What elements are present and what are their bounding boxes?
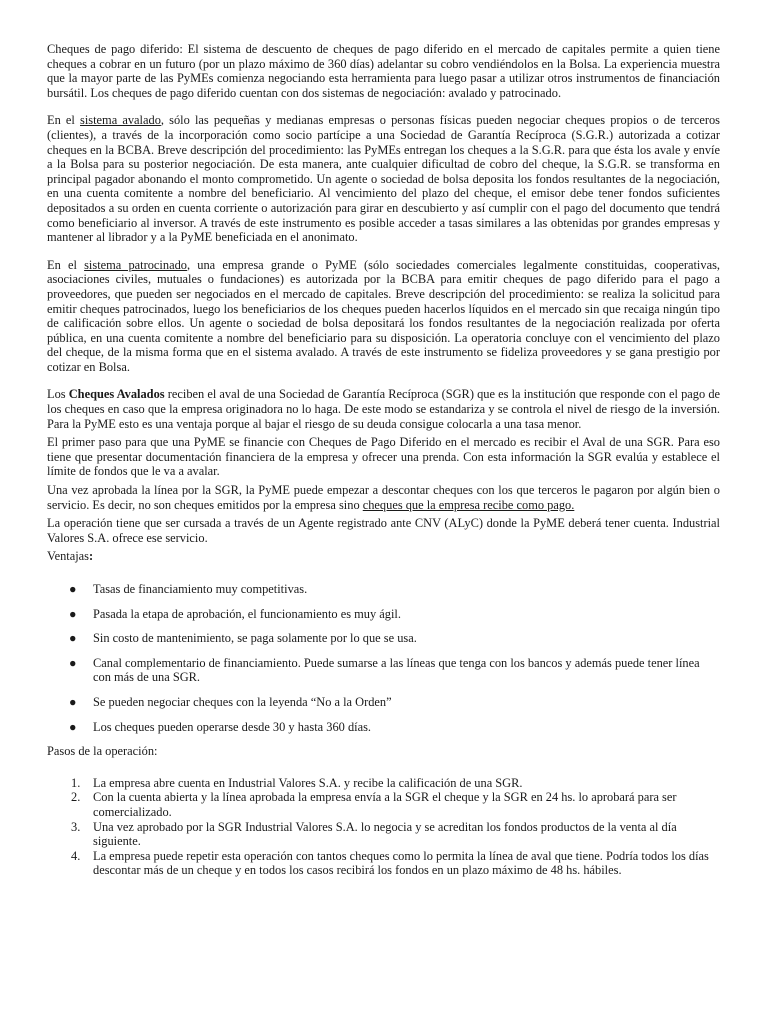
paragraph-cheques-pre: Los (47, 387, 69, 402)
step-number: 4. (71, 848, 81, 863)
list-item (47, 695, 720, 710)
ventaja-text: Los cheques pueden operarse desde 30 y hasta 360 días. (93, 719, 372, 734)
list-item (47, 849, 720, 878)
pasos-heading: Pasos de la operación: (47, 744, 158, 759)
list-item (47, 607, 720, 622)
paragraph-operacion-agente: La operación tiene que ser cursada a través de un Agente registrado ante CNV (ALyC) donde la PyME deberá tener cuenta. Industrial Valores S.A. ofrece ese servicio. (47, 516, 720, 545)
step-text: Con la cuenta abierta y la línea aprobada la empresa envía a la SGR el cheque y la SGR en 24 hs. lo aprobará para ser comercializado. (93, 790, 677, 819)
ventajas-title: Ventajas (47, 549, 89, 564)
paragraph-linea-aprobada (47, 483, 720, 512)
bullet-icon: ● (69, 655, 77, 670)
list-item (47, 656, 720, 685)
paragraph-patrocinado-body: , una empresa grande o PyME (sólo sociedades comerciales legalmente constituidas, cooperativas, asociaciones civiles, mutuales o fundaciones) es autorizada por la BCBA para emitir cheques de pago diferido para el pago a proveedores, que pueden ser negociados en el mercado de capitales. Breve descripción del procedimiento: se realiza la solicitud para emitir cheques patrocinados, luego los beneficiarios de los cheques pueden hacerlos líquidos en el mercado sin que recaiga ningún tipo de calificación sobre ellos. Un agente o sociedad de bolsa depositará los fondos resultantes de la negociación realizada por oferta pública, en una cuenta comitente a nombre del beneficiario para su disposición. La operatoria concluye con el vencimiento del plazo del cheque, de la misma forma que en el sistema avalado. A través de este instrumento se fideliza proveedores y se gana prestigio por cotizar en Bolsa. (47, 257, 720, 374)
pasos-list (47, 776, 720, 878)
paragraph-cheques-body: reciben el aval de una Sociedad de Garantía Recíproca (SGR) que es la institución que responde con el pago de los cheques en caso que la empresa originadora no lo haga. De este modo se estandariza y se controla el nivel de riesgo de la inversión. Para la PyME esto es una ventaja porque al bajar el riesgo de su deuda consigue colocarla a una tasa menor. (47, 387, 721, 431)
list-item (47, 820, 720, 849)
step-text: La empresa puede repetir esta operación con tantos cheques como lo permita la línea de aval que tiene. Podría todos los días descontar más de un cheque y en todos los casos recibirá los fondos en un plazo máximo de 48 hs. hábiles. (93, 848, 709, 878)
list-item (47, 631, 720, 646)
step-text: Una vez aprobado por la SGR Industrial Valores S.A. lo negocia y se acreditan los fondos productos de la venta al día siguiente. (93, 819, 677, 849)
paragraph-avalado-body: , sólo las pequeñas y medianas empresas o personas físicas pueden negociar cheques propios o de terceros (clientes), a través de la incorporación como socio partícipe a una Sociedad de Garantía Recíproca (S.G.R.) autorizada a cotizar cheques en la BCBA. Breve descripción del procedimiento: las PyMEs entregan los cheques a la S.G.R. para que ésta los avale y envíe a la Bolsa para su posterior negociación. De esta manera, ante cualquier dificultad de cobro del cheque, la S.G.R. se transforma en principal pagador abonando el monto comprometido. Un agente o sociedad de bolsa deposita los fondos resultantes de la negociación, en una cuenta comitente a nombre del beneficiario. Al vencimiento del plazo del cheque, el emisor debe tener fondos suficientes depositados a su orden en cuenta corriente o autorización para girar en descubierto y así cumplir con el pago del documento que tendrá como beneficiario al inversor. A través de este instrumento es posible acceder a tasas similares a las obtenidas por grandes empresas y mantener al librador y a la PyME beneficiada en el anonimato. (47, 113, 720, 245)
paragraph-sistema-avalado (47, 113, 720, 244)
ventaja-text: Se pueden negociar cheques con la leyenda “No a la Orden” (93, 694, 392, 709)
cheques-avalados-bold: Cheques Avalados (68, 387, 165, 402)
bullet-icon: ● (69, 719, 77, 734)
paragraph-sistema-patrocinado (47, 258, 720, 375)
paragraph-linea-body: Una vez aprobada la línea por la SGR, la PyME puede empezar a descontar cheques con los que terceros le pagaron por algún bien o servicio. Es decir, no son cheques emitidos por la empresa sino (47, 483, 720, 512)
step-text: La empresa abre cuenta en Industrial Valores S.A. y recibe la calificación de una SGR. (93, 775, 523, 790)
bullet-icon: ● (69, 582, 77, 596)
bullet-icon: ● (69, 606, 77, 621)
bullet-icon: ● (69, 694, 77, 709)
paragraph-intro: Cheques de pago diferido: El sistema de descuento de cheques de pago diferido en el mercado de capitales permite a quien tiene cheques a cobrar en un futuro (por un plazo máximo de 360 días) adelantar su cobro vendiéndolos en la Bolsa. La experiencia muestra que la mayor parte de las PyMEs comienza negociando esta herramienta para luego pasar a utilizar otros instrumentos de financiación bursátil. Los cheques de pago diferido cuentan con dos sistemas de negociación: avalado y patrocinado. (47, 42, 720, 100)
paragraph-cheques-avalados (47, 387, 720, 431)
paragraph-avalado-pre: En el (47, 113, 81, 128)
cheques-recibe-underlined: cheques que la empresa recibe como pago. (362, 497, 575, 512)
bullet-icon: ● (69, 631, 77, 646)
link-sistema-avalado: sistema avalado (80, 113, 161, 128)
ventaja-text: Pasada la etapa de aprobación, el funcionamiento es muy ágil. (93, 606, 401, 621)
step-number: 2. (71, 790, 81, 805)
list-item (47, 720, 720, 735)
ventajas-colon: : (88, 549, 94, 564)
ventajas-heading (47, 549, 720, 564)
step-number: 1. (71, 775, 81, 790)
ventaja-text: Canal complementario de financiamiento. Puede sumarse a las líneas que tenga con los bancos y además puede tener línea con más de una SGR. (93, 655, 700, 685)
paragraph-primer-paso: El primer paso para que una PyME se financie con Cheques de Pago Diferido en el mercado es recibir el Aval de una SGR. Para eso tiene que presentar documentación financiera de la empresa y ofrecer una prenda. Con esta información la SGR evalúa y establece el límite de fondos que le va a avalar. (47, 435, 720, 479)
ventajas-list (47, 582, 720, 734)
step-number: 3. (71, 819, 81, 834)
list-item (47, 790, 720, 819)
list-item (47, 582, 720, 597)
ventaja-text: Tasas de financiamiento muy competitivas. (93, 582, 308, 596)
link-sistema-patrocinado: sistema patrocinado (84, 257, 187, 272)
paragraph-patrocinado-pre: En el (47, 257, 85, 272)
list-item (47, 776, 720, 791)
ventaja-text: Sin costo de mantenimiento, se paga solamente por lo que se usa. (93, 631, 417, 646)
